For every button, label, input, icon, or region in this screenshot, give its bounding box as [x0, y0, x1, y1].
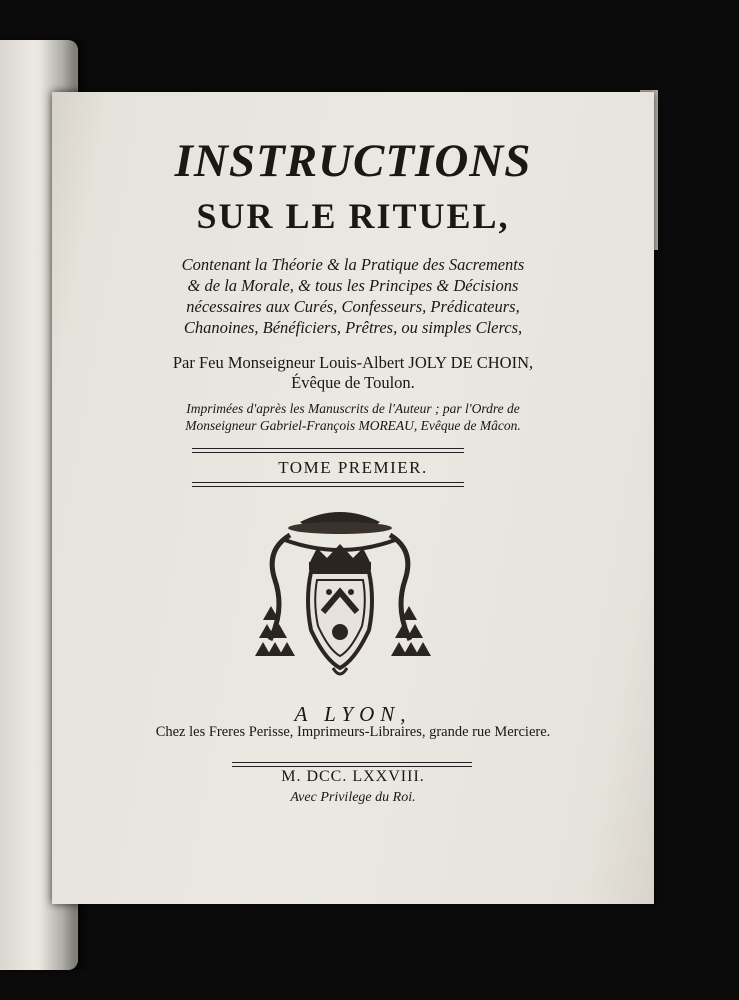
printed-line-2: Monseigneur Gabriel-François MOREAU, Evêque de Mâcon.	[185, 418, 521, 433]
description	[52, 254, 654, 338]
description-line-3: nécessaires aux Curés, Confesseurs, Prédicateurs,	[186, 297, 520, 316]
title-line-2: SUR LE RITUEL,	[196, 196, 510, 236]
coat-of-arms-icon	[245, 500, 435, 690]
author	[52, 353, 654, 393]
title-line-1: INSTRUCTIONS	[174, 135, 532, 187]
printed-line-1: Imprimées d'après les Manuscrits de l'Auteur ; par l'Ordre de	[186, 401, 520, 416]
author-line-1: Par Feu Monseigneur Louis-Albert JOLY DE CHOIN,	[172, 353, 534, 372]
imprint-place: A LYON,	[294, 702, 412, 726]
publisher: Chez les Freres Perisse, Imprimeurs-Libraires, grande rue Merciere.	[155, 724, 551, 740]
privilege-note: Avec Privilege du Roi.	[290, 790, 416, 805]
description-line-2: & de la Morale, & tous les Principes & Décisions	[187, 276, 519, 295]
printed-note	[52, 400, 654, 434]
description-line-4: Chanoines, Bénéficiers, Prêtres, ou simples Clercs,	[183, 318, 523, 337]
rule-imprint	[232, 762, 472, 767]
publication-date: M. DCC. LXXVIII.	[281, 768, 425, 785]
volume-label: TOME PREMIER.	[278, 458, 428, 477]
rule-bottom	[192, 482, 464, 487]
description-line-1: Contenant la Théorie & la Pratique des Sacrements	[181, 255, 525, 274]
rule-top	[192, 448, 464, 453]
author-line-2: Évêque de Toulon.	[291, 373, 415, 392]
